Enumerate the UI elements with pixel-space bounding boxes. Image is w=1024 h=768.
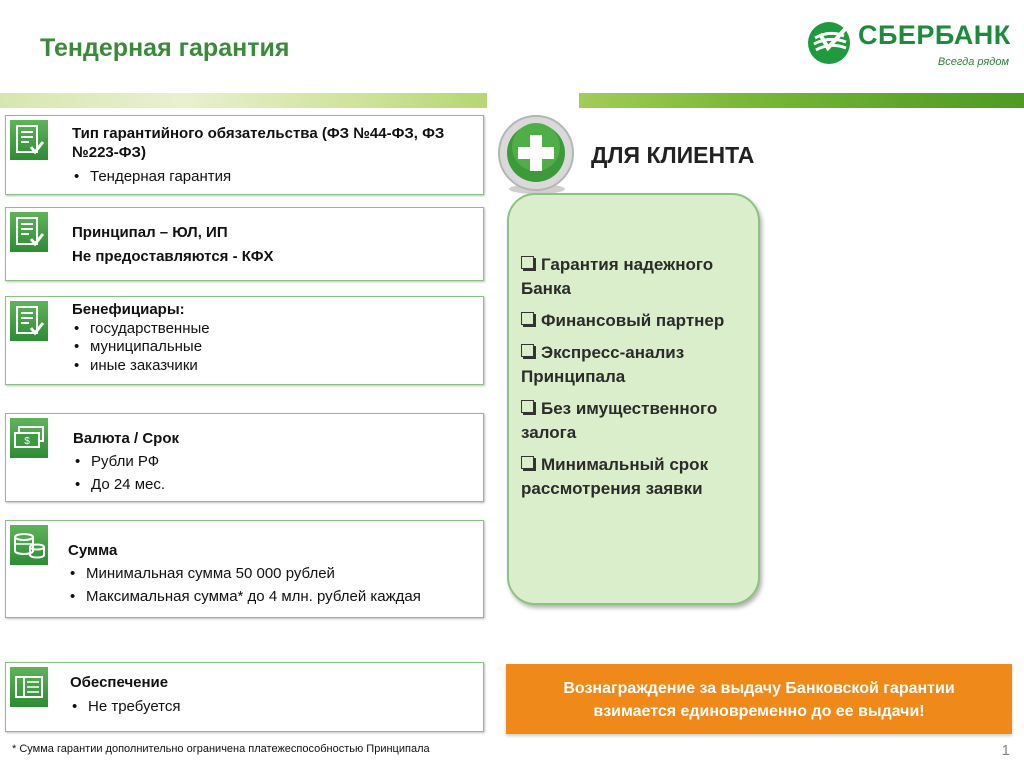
document-check-icon xyxy=(10,120,48,160)
page-title: Тендерная гарантия xyxy=(40,34,290,62)
box-heading: Тип гарантийного обязательства (ФЗ №44-ФЗ, ФЗ №223-ФЗ) xyxy=(72,125,445,161)
footnote: * Сумма гарантии дополнительно ограничена платежеспособностью Принципала xyxy=(12,743,430,755)
sberbank-logo-icon xyxy=(806,20,852,66)
box-bullet: • государственные xyxy=(72,320,477,339)
page-number: 1 xyxy=(1001,742,1010,759)
info-box-beneficiaries xyxy=(5,296,484,385)
document-check-icon xyxy=(10,212,48,252)
document-check-icon xyxy=(10,301,48,341)
box-bullet: • Минимальная сумма 50 000 рублей xyxy=(68,562,478,585)
checkbox-bullet-icon xyxy=(521,256,534,269)
box-bullet: • муниципальные xyxy=(72,338,477,357)
logo-name: СБЕРБАНК xyxy=(858,20,1011,50)
checkbox-bullet-icon xyxy=(521,400,534,413)
box-bullet: • Рубли РФ xyxy=(73,450,478,473)
list-item: Минимальный срок рассмотрения заявки xyxy=(521,455,709,498)
box-heading: Валюта / Срок xyxy=(73,430,179,447)
box-bullet: • Не требуется xyxy=(70,695,475,719)
list-item: Без имущественного залога xyxy=(521,399,718,442)
checkbox-bullet-icon xyxy=(521,456,534,469)
client-section-title: ДЛЯ КЛИЕНТА xyxy=(591,142,755,168)
coins-stack-icon xyxy=(10,525,48,565)
list-item: Экспресс-анализ Принципала xyxy=(521,343,685,386)
ledger-icon xyxy=(10,667,48,707)
box-heading: Бенефициары: xyxy=(72,301,185,318)
stripe-gap xyxy=(487,93,579,108)
info-box-guarantee-type xyxy=(5,115,484,195)
info-box-principal xyxy=(5,207,484,281)
list-item: Гарантия надежного Банка xyxy=(521,255,714,298)
info-box-amount xyxy=(5,520,484,618)
plus-icon xyxy=(495,115,577,197)
box-bullet: • Тендерная гарантия xyxy=(72,167,477,186)
info-box-collateral xyxy=(5,662,484,732)
fee-notice-banner xyxy=(506,664,1012,734)
info-box-currency-term xyxy=(5,413,484,502)
checkbox-bullet-icon xyxy=(521,312,534,325)
box-heading: Обеспечение xyxy=(70,674,169,691)
box-bullet: • иные заказчики xyxy=(72,357,477,376)
list-item: Финансовый партнер xyxy=(521,309,753,333)
box-bullet: • Максимальная сумма* до 4 млн. рублей каждая xyxy=(68,585,478,608)
svg-text:$: $ xyxy=(24,436,30,447)
sberbank-logo xyxy=(806,18,1011,76)
box-heading: Сумма xyxy=(68,542,118,559)
checkbox-bullet-icon xyxy=(521,344,534,357)
box-bullet: • До 24 мес. xyxy=(73,473,478,496)
logo-slogan: Всегда рядом xyxy=(937,56,1009,68)
money-bills-icon xyxy=(10,418,48,458)
box-heading: Принципал – ЮЛ, ИП xyxy=(72,224,228,241)
client-benefits-panel xyxy=(507,193,760,605)
box-line2: Не предоставляются xyxy=(72,248,229,265)
notice-line-1: Вознаграждение за выдачу Банковской гарантии xyxy=(563,680,955,697)
box-line2-suffix: - КФХ xyxy=(228,248,274,265)
notice-line-2: взимается единовременно до ее выдачи! xyxy=(593,703,925,720)
